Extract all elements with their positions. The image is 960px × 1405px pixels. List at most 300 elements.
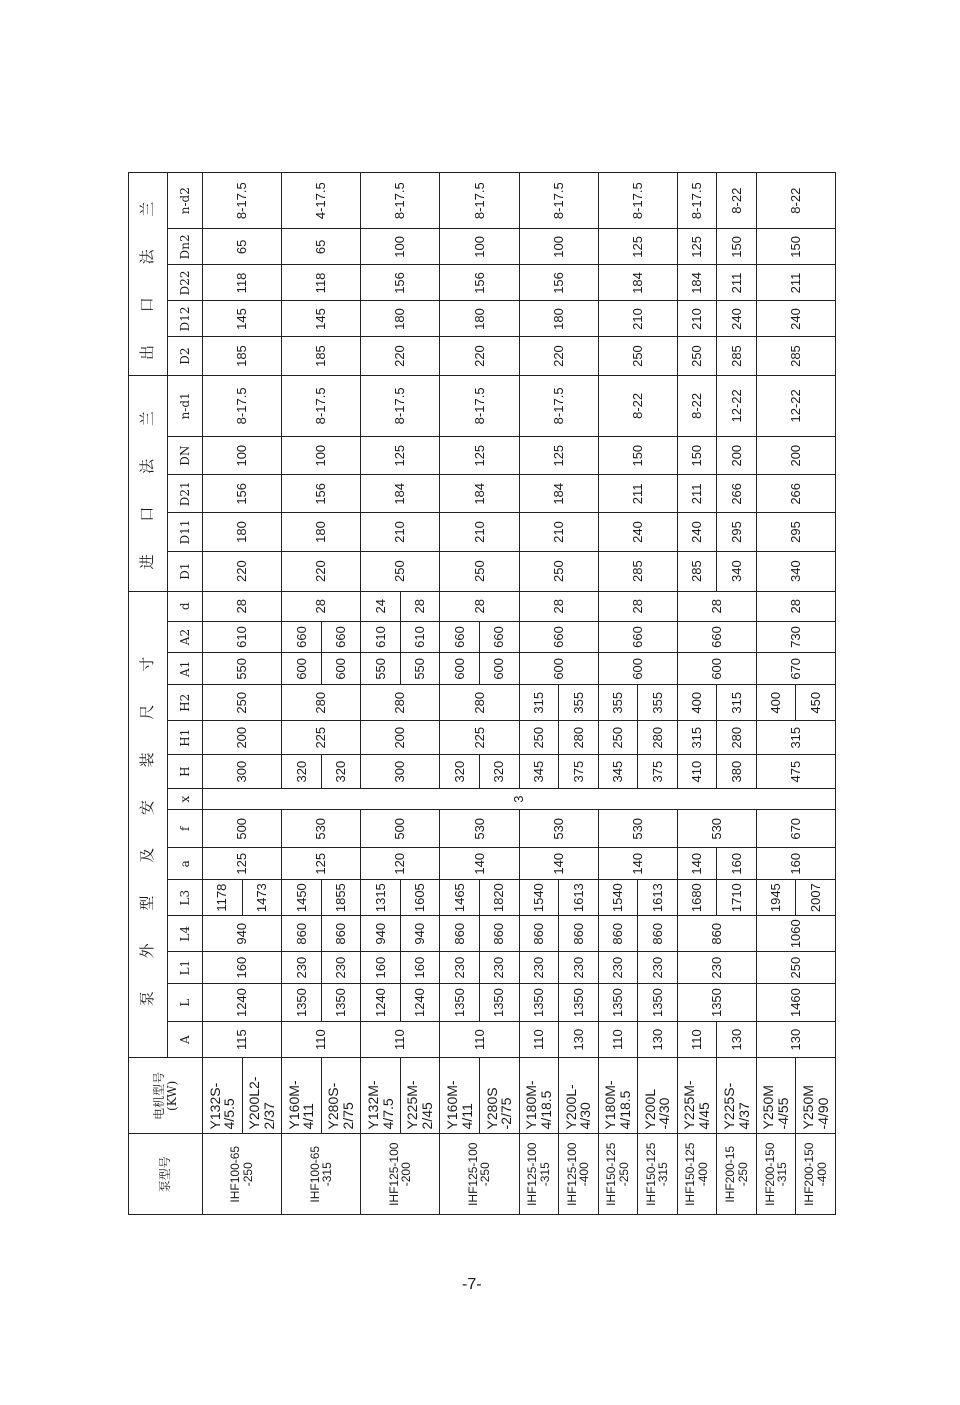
cell-nd2: 8-17.5 bbox=[598, 173, 677, 229]
cell-l1: 230 bbox=[479, 952, 519, 984]
cell-h: 375 bbox=[638, 755, 678, 789]
cell-d22: 118 bbox=[282, 265, 361, 301]
cell-d: 28 bbox=[677, 591, 756, 621]
cell-nd2: 8-17.5 bbox=[677, 173, 717, 229]
cell-motor: Y250M -4/90 bbox=[796, 1058, 836, 1134]
table-row bbox=[440, 173, 480, 1215]
cell-h1: 280 bbox=[638, 721, 678, 755]
cell-nd1: 12-22 bbox=[756, 375, 835, 436]
cell-h2: 400 bbox=[677, 685, 717, 721]
cell-d21: 184 bbox=[440, 475, 519, 513]
cell-motor: Y132M- 4/7.5 bbox=[361, 1058, 401, 1134]
header-group-outlet-flange: 出 口 法 兰 bbox=[129, 173, 168, 376]
cell-motor: Y200L2- 2/37 bbox=[242, 1058, 282, 1134]
cell-d12: 180 bbox=[519, 301, 598, 337]
cell-a: 115 bbox=[203, 1022, 282, 1058]
cell-h2: 450 bbox=[796, 685, 836, 721]
cell-h1: 280 bbox=[717, 721, 757, 755]
header-motor-model: 电机型号 (KW) bbox=[129, 1058, 203, 1134]
cell-d1: 250 bbox=[361, 551, 440, 591]
cell-nd1: 8-22 bbox=[598, 375, 677, 436]
cell-d11: 210 bbox=[361, 513, 440, 551]
cell-l: 1350 bbox=[321, 984, 361, 1022]
cell-d2: 285 bbox=[717, 337, 757, 375]
cell-d22: 156 bbox=[440, 265, 519, 301]
cell-l1: 160 bbox=[361, 952, 401, 984]
cell-nd1: 8-17.5 bbox=[282, 375, 361, 436]
cell-f: 530 bbox=[282, 810, 361, 848]
cell-a2: 730 bbox=[756, 621, 835, 653]
cell-dn: 125 bbox=[519, 437, 598, 475]
cell-d21: 211 bbox=[677, 475, 717, 513]
cell-l1: 230 bbox=[519, 952, 559, 984]
cell-d1: 285 bbox=[677, 551, 717, 591]
cell-a: 110 bbox=[677, 1022, 717, 1058]
cell-h: 375 bbox=[559, 755, 599, 789]
cell-d1: 220 bbox=[203, 551, 282, 591]
header-col-outlet-0: D2 bbox=[168, 337, 203, 375]
cell-d11: 180 bbox=[203, 513, 282, 551]
cell-pump: IHF125-100 -200 bbox=[361, 1134, 440, 1215]
cell-d12: 210 bbox=[598, 301, 677, 337]
cell-l4: 860 bbox=[559, 916, 599, 952]
cell-dn2: 150 bbox=[756, 229, 835, 265]
header-col-dim-9: H1 bbox=[168, 721, 203, 755]
cell-a1: 600 bbox=[519, 653, 598, 685]
cell-l4: 1060 bbox=[756, 916, 835, 952]
cell-dn: 200 bbox=[717, 437, 757, 475]
cell-d11: 240 bbox=[598, 513, 677, 551]
header-col-dim-1: L bbox=[168, 984, 203, 1022]
cell-pump: IHF100-65 -250 bbox=[203, 1134, 282, 1215]
cell-dn2: 125 bbox=[598, 229, 677, 265]
cell-h: 475 bbox=[756, 755, 835, 789]
cell-a: 110 bbox=[361, 1022, 440, 1058]
cell-pump: IHF150-125 -400 bbox=[677, 1134, 717, 1215]
cell-d1: 250 bbox=[519, 551, 598, 591]
cell-pump: IHF125-100 -400 bbox=[559, 1134, 599, 1215]
table-row bbox=[756, 173, 796, 1215]
cell-l3: 1710 bbox=[717, 880, 757, 916]
cell-l: 1350 bbox=[282, 984, 322, 1022]
cell-a1: 600 bbox=[321, 653, 361, 685]
cell-d: 28 bbox=[400, 591, 440, 621]
cell-f: 530 bbox=[440, 810, 519, 848]
cell-motor: Y180M- 4/18.5 bbox=[598, 1058, 638, 1134]
cell-l1: 230 bbox=[440, 952, 480, 984]
cell-d12: 180 bbox=[440, 301, 519, 337]
cell-l4: 860 bbox=[440, 916, 480, 952]
cell-l1: 160 bbox=[203, 952, 282, 984]
cell-d21: 156 bbox=[203, 475, 282, 513]
cell-motor: Y225M- 4/45 bbox=[677, 1058, 717, 1134]
cell-l3: 1465 bbox=[440, 880, 480, 916]
cell-pump: IHF150-125 -250 bbox=[598, 1134, 638, 1215]
header-col-outlet-4: n-d2 bbox=[168, 173, 203, 229]
cell-a: 110 bbox=[598, 1022, 638, 1058]
cell-a: 130 bbox=[717, 1022, 757, 1058]
header-col-outlet-2: D22 bbox=[168, 265, 203, 301]
cell-a1: 600 bbox=[440, 653, 480, 685]
rotated-scan-area bbox=[128, 172, 836, 1215]
cell-pump: IHF100-65 -315 bbox=[282, 1134, 361, 1215]
cell-h2: 280 bbox=[361, 685, 440, 721]
cell-a: 160 bbox=[717, 848, 757, 880]
cell-a1: 550 bbox=[400, 653, 440, 685]
cell-l: 1350 bbox=[479, 984, 519, 1022]
cell-a: 110 bbox=[282, 1022, 361, 1058]
cell-l4: 860 bbox=[479, 916, 519, 952]
header-col-dim-0: A bbox=[168, 1022, 203, 1058]
cell-l1: 230 bbox=[677, 952, 756, 984]
cell-l: 1460 bbox=[756, 984, 835, 1022]
cell-pump: IHF200-150 -400 bbox=[796, 1134, 836, 1215]
cell-dn2: 100 bbox=[361, 229, 440, 265]
cell-d1: 340 bbox=[717, 551, 757, 591]
cell-l3: 1540 bbox=[519, 880, 559, 916]
header-col-dim-11: A1 bbox=[168, 653, 203, 685]
cell-h2: 315 bbox=[717, 685, 757, 721]
cell-dn2: 65 bbox=[203, 229, 282, 265]
table-row bbox=[203, 173, 243, 1215]
cell-l4: 940 bbox=[361, 916, 401, 952]
header-col-dim-2: L1 bbox=[168, 952, 203, 984]
cell-f: 530 bbox=[519, 810, 598, 848]
header-col-dim-4: L3 bbox=[168, 880, 203, 916]
cell-h2: 315 bbox=[519, 685, 559, 721]
cell-h1: 315 bbox=[756, 721, 835, 755]
cell-l: 1350 bbox=[598, 984, 638, 1022]
cell-d21: 184 bbox=[519, 475, 598, 513]
cell-d21: 266 bbox=[717, 475, 757, 513]
cell-x: 3 bbox=[203, 789, 836, 810]
cell-d22: 184 bbox=[598, 265, 677, 301]
cell-a: 140 bbox=[519, 848, 598, 880]
cell-d11: 210 bbox=[519, 513, 598, 551]
cell-a1: 600 bbox=[677, 653, 756, 685]
header-col-dim-12: A2 bbox=[168, 621, 203, 653]
cell-motor: Y280S -2/75 bbox=[479, 1058, 519, 1134]
cell-d21: 156 bbox=[282, 475, 361, 513]
cell-nd2: 8-22 bbox=[756, 173, 835, 229]
cell-d2: 220 bbox=[440, 337, 519, 375]
cell-motor: Y132S- 4/5.5 bbox=[203, 1058, 243, 1134]
cell-a: 130 bbox=[638, 1022, 678, 1058]
table-row bbox=[361, 173, 401, 1215]
cell-nd2: 4-17.5 bbox=[282, 173, 361, 229]
cell-l3: 1680 bbox=[677, 880, 717, 916]
cell-motor: Y280S- 2/75 bbox=[321, 1058, 361, 1134]
cell-motor: Y160M- 4/11 bbox=[440, 1058, 480, 1134]
cell-h1: 225 bbox=[440, 721, 519, 755]
cell-l3: 1450 bbox=[282, 880, 322, 916]
cell-d12: 240 bbox=[717, 301, 757, 337]
cell-f: 530 bbox=[598, 810, 677, 848]
cell-a: 110 bbox=[440, 1022, 519, 1058]
cell-a1: 600 bbox=[479, 653, 519, 685]
cell-l4: 940 bbox=[203, 916, 282, 952]
cell-a: 130 bbox=[756, 1022, 835, 1058]
cell-l3: 1945 bbox=[756, 880, 796, 916]
cell-motor: Y200L- 4/30 bbox=[559, 1058, 599, 1134]
cell-d12: 180 bbox=[361, 301, 440, 337]
cell-l1: 230 bbox=[282, 952, 322, 984]
cell-a1: 550 bbox=[203, 653, 282, 685]
cell-f: 500 bbox=[361, 810, 440, 848]
cell-d2: 285 bbox=[756, 337, 835, 375]
cell-h1: 250 bbox=[598, 721, 638, 755]
cell-h2: 280 bbox=[440, 685, 519, 721]
cell-h1: 280 bbox=[559, 721, 599, 755]
cell-d11: 295 bbox=[756, 513, 835, 551]
cell-nd1: 8-17.5 bbox=[519, 375, 598, 436]
table-row bbox=[282, 173, 322, 1215]
cell-h1: 200 bbox=[203, 721, 282, 755]
table-body bbox=[203, 173, 836, 1215]
cell-l1: 230 bbox=[638, 952, 678, 984]
cell-dn: 150 bbox=[598, 437, 677, 475]
header-col-dim-5: a bbox=[168, 848, 203, 880]
cell-h: 300 bbox=[361, 755, 440, 789]
cell-h1: 200 bbox=[361, 721, 440, 755]
cell-d1: 285 bbox=[598, 551, 677, 591]
cell-a2: 610 bbox=[400, 621, 440, 653]
cell-d22: 118 bbox=[203, 265, 282, 301]
cell-h: 345 bbox=[598, 755, 638, 789]
cell-l4: 860 bbox=[321, 916, 361, 952]
cell-motor: Y160M- 4/11 bbox=[282, 1058, 322, 1134]
cell-d2: 250 bbox=[598, 337, 677, 375]
cell-d: 28 bbox=[282, 591, 361, 621]
cell-h: 320 bbox=[440, 755, 480, 789]
cell-d22: 156 bbox=[519, 265, 598, 301]
cell-d11: 210 bbox=[440, 513, 519, 551]
cell-l3: 1540 bbox=[598, 880, 638, 916]
cell-motor: Y200L -4/30 bbox=[638, 1058, 678, 1134]
header-col-outlet-1: D12 bbox=[168, 301, 203, 337]
pump-dimension-table bbox=[128, 172, 836, 1215]
cell-a2: 660 bbox=[598, 621, 677, 653]
cell-motor: Y180M- 4/18.5 bbox=[519, 1058, 559, 1134]
cell-a: 140 bbox=[598, 848, 677, 880]
cell-pump: IHF150-125 -315 bbox=[638, 1134, 678, 1215]
cell-l1: 160 bbox=[400, 952, 440, 984]
cell-d12: 145 bbox=[203, 301, 282, 337]
cell-a2: 660 bbox=[282, 621, 322, 653]
cell-h: 300 bbox=[203, 755, 282, 789]
cell-d: 28 bbox=[756, 591, 835, 621]
cell-d12: 210 bbox=[677, 301, 717, 337]
header-group-dimensions: 泵 外 型 及 安 装 尺 寸 bbox=[129, 591, 168, 1057]
cell-l: 1350 bbox=[559, 984, 599, 1022]
cell-h: 320 bbox=[479, 755, 519, 789]
cell-l: 1240 bbox=[203, 984, 282, 1022]
header-col-dim-7: x bbox=[168, 789, 203, 810]
cell-h1: 315 bbox=[677, 721, 717, 755]
cell-motor: Y225S- 4/37 bbox=[717, 1058, 757, 1134]
cell-dn2: 125 bbox=[677, 229, 717, 265]
cell-motor: Y225M- 2/45 bbox=[400, 1058, 440, 1134]
cell-motor: Y250M -4/55 bbox=[756, 1058, 796, 1134]
cell-d22: 184 bbox=[677, 265, 717, 301]
cell-a: 125 bbox=[203, 848, 282, 880]
cell-h: 320 bbox=[282, 755, 322, 789]
cell-dn2: 65 bbox=[282, 229, 361, 265]
cell-h: 410 bbox=[677, 755, 717, 789]
cell-a2: 660 bbox=[677, 621, 756, 653]
header-col-dim-13: d bbox=[168, 591, 203, 621]
cell-h2: 355 bbox=[559, 685, 599, 721]
cell-d1: 220 bbox=[282, 551, 361, 591]
cell-dn: 100 bbox=[203, 437, 282, 475]
cell-l: 1350 bbox=[677, 984, 756, 1022]
cell-f: 500 bbox=[203, 810, 282, 848]
cell-dn: 125 bbox=[440, 437, 519, 475]
cell-dn: 125 bbox=[361, 437, 440, 475]
cell-f: 530 bbox=[677, 810, 756, 848]
cell-d12: 240 bbox=[756, 301, 835, 337]
header-col-dim-10: H2 bbox=[168, 685, 203, 721]
cell-nd2: 8-17.5 bbox=[203, 173, 282, 229]
cell-pump: IHF200-15 -250 bbox=[717, 1134, 757, 1215]
cell-dn: 200 bbox=[756, 437, 835, 475]
cell-dn2: 150 bbox=[717, 229, 757, 265]
cell-d2: 220 bbox=[519, 337, 598, 375]
cell-l1: 230 bbox=[559, 952, 599, 984]
cell-l3: 1315 bbox=[361, 880, 401, 916]
cell-pump: IHF200-150 -315 bbox=[756, 1134, 796, 1215]
cell-a: 110 bbox=[519, 1022, 559, 1058]
cell-a2: 610 bbox=[361, 621, 401, 653]
cell-h2: 355 bbox=[598, 685, 638, 721]
cell-l: 1240 bbox=[400, 984, 440, 1022]
cell-nd1: 8-17.5 bbox=[203, 375, 282, 436]
cell-nd2: 8-17.5 bbox=[519, 173, 598, 229]
header-col-outlet-3: Dn2 bbox=[168, 229, 203, 265]
header-col-inlet-1: D11 bbox=[168, 513, 203, 551]
table-row bbox=[598, 173, 638, 1215]
cell-pump: IHF125-100 -250 bbox=[440, 1134, 519, 1215]
cell-d1: 340 bbox=[756, 551, 835, 591]
cell-l4: 860 bbox=[519, 916, 559, 952]
cell-a2: 660 bbox=[519, 621, 598, 653]
cell-d22: 211 bbox=[756, 265, 835, 301]
header-col-dim-6: f bbox=[168, 810, 203, 848]
cell-f: 670 bbox=[756, 810, 835, 848]
cell-l4: 940 bbox=[400, 916, 440, 952]
table-row bbox=[677, 173, 717, 1215]
table-row bbox=[717, 173, 757, 1215]
cell-l3: 1605 bbox=[400, 880, 440, 916]
cell-l1: 230 bbox=[321, 952, 361, 984]
cell-l3: 1613 bbox=[559, 880, 599, 916]
header-col-inlet-0: D1 bbox=[168, 551, 203, 591]
cell-d22: 156 bbox=[361, 265, 440, 301]
cell-nd2: 8-17.5 bbox=[440, 173, 519, 229]
cell-nd1: 12-22 bbox=[717, 375, 757, 436]
cell-a1: 600 bbox=[282, 653, 322, 685]
cell-l4: 860 bbox=[677, 916, 756, 952]
header-col-inlet-2: D21 bbox=[168, 475, 203, 513]
cell-h2: 280 bbox=[282, 685, 361, 721]
cell-l3: 1820 bbox=[479, 880, 519, 916]
cell-h2: 250 bbox=[203, 685, 282, 721]
cell-pump: IHF125-100 -315 bbox=[519, 1134, 559, 1215]
cell-nd1: 8-22 bbox=[677, 375, 717, 436]
cell-d: 28 bbox=[203, 591, 282, 621]
cell-h2: 400 bbox=[756, 685, 796, 721]
cell-h: 320 bbox=[321, 755, 361, 789]
cell-l3: 1613 bbox=[638, 880, 678, 916]
cell-d1: 250 bbox=[440, 551, 519, 591]
cell-dn: 100 bbox=[282, 437, 361, 475]
cell-d21: 184 bbox=[361, 475, 440, 513]
header-group-inlet-flange: 进 口 法 兰 bbox=[129, 375, 168, 591]
cell-h1: 250 bbox=[519, 721, 559, 755]
cell-a2: 660 bbox=[321, 621, 361, 653]
cell-l4: 860 bbox=[282, 916, 322, 952]
cell-dn2: 100 bbox=[440, 229, 519, 265]
cell-l4: 860 bbox=[638, 916, 678, 952]
header-col-dim-8: H bbox=[168, 755, 203, 789]
cell-d11: 240 bbox=[677, 513, 717, 551]
cell-h1: 225 bbox=[282, 721, 361, 755]
header-col-dim-3: L4 bbox=[168, 916, 203, 952]
cell-nd1: 8-17.5 bbox=[361, 375, 440, 436]
cell-a1: 600 bbox=[598, 653, 677, 685]
cell-a: 125 bbox=[282, 848, 361, 880]
cell-d: 28 bbox=[440, 591, 519, 621]
header-col-inlet-3: DN bbox=[168, 437, 203, 475]
cell-a: 140 bbox=[440, 848, 519, 880]
cell-a2: 660 bbox=[479, 621, 519, 653]
cell-l: 1350 bbox=[519, 984, 559, 1022]
cell-d2: 185 bbox=[282, 337, 361, 375]
cell-a2: 610 bbox=[203, 621, 282, 653]
cell-d: 24 bbox=[361, 591, 401, 621]
cell-d11: 180 bbox=[282, 513, 361, 551]
cell-h: 380 bbox=[717, 755, 757, 789]
cell-l4: 860 bbox=[598, 916, 638, 952]
cell-l1: 250 bbox=[756, 952, 835, 984]
cell-d2: 220 bbox=[361, 337, 440, 375]
cell-l1: 230 bbox=[598, 952, 638, 984]
cell-l3: 1178 bbox=[203, 880, 243, 916]
cell-l3: 1473 bbox=[242, 880, 282, 916]
cell-nd1: 8-17.5 bbox=[440, 375, 519, 436]
cell-a: 140 bbox=[677, 848, 717, 880]
page-number: -7- bbox=[462, 1276, 482, 1293]
pump-dimension-table-frame bbox=[128, 172, 836, 1215]
header-pump-model: 泵型号 bbox=[129, 1134, 203, 1215]
cell-a2: 660 bbox=[440, 621, 480, 653]
cell-l: 1240 bbox=[361, 984, 401, 1022]
cell-d22: 211 bbox=[717, 265, 757, 301]
cell-l3: 1855 bbox=[321, 880, 361, 916]
cell-l3: 2007 bbox=[796, 880, 836, 916]
cell-d11: 295 bbox=[717, 513, 757, 551]
cell-h: 345 bbox=[519, 755, 559, 789]
cell-a: 160 bbox=[756, 848, 835, 880]
cell-d21: 211 bbox=[598, 475, 677, 513]
header-col-inlet-4: n-d1 bbox=[168, 375, 203, 436]
cell-a1: 550 bbox=[361, 653, 401, 685]
cell-a: 120 bbox=[361, 848, 440, 880]
cell-a: 130 bbox=[559, 1022, 599, 1058]
cell-dn: 150 bbox=[677, 437, 717, 475]
cell-d: 28 bbox=[519, 591, 598, 621]
cell-nd2: 8-22 bbox=[717, 173, 757, 229]
